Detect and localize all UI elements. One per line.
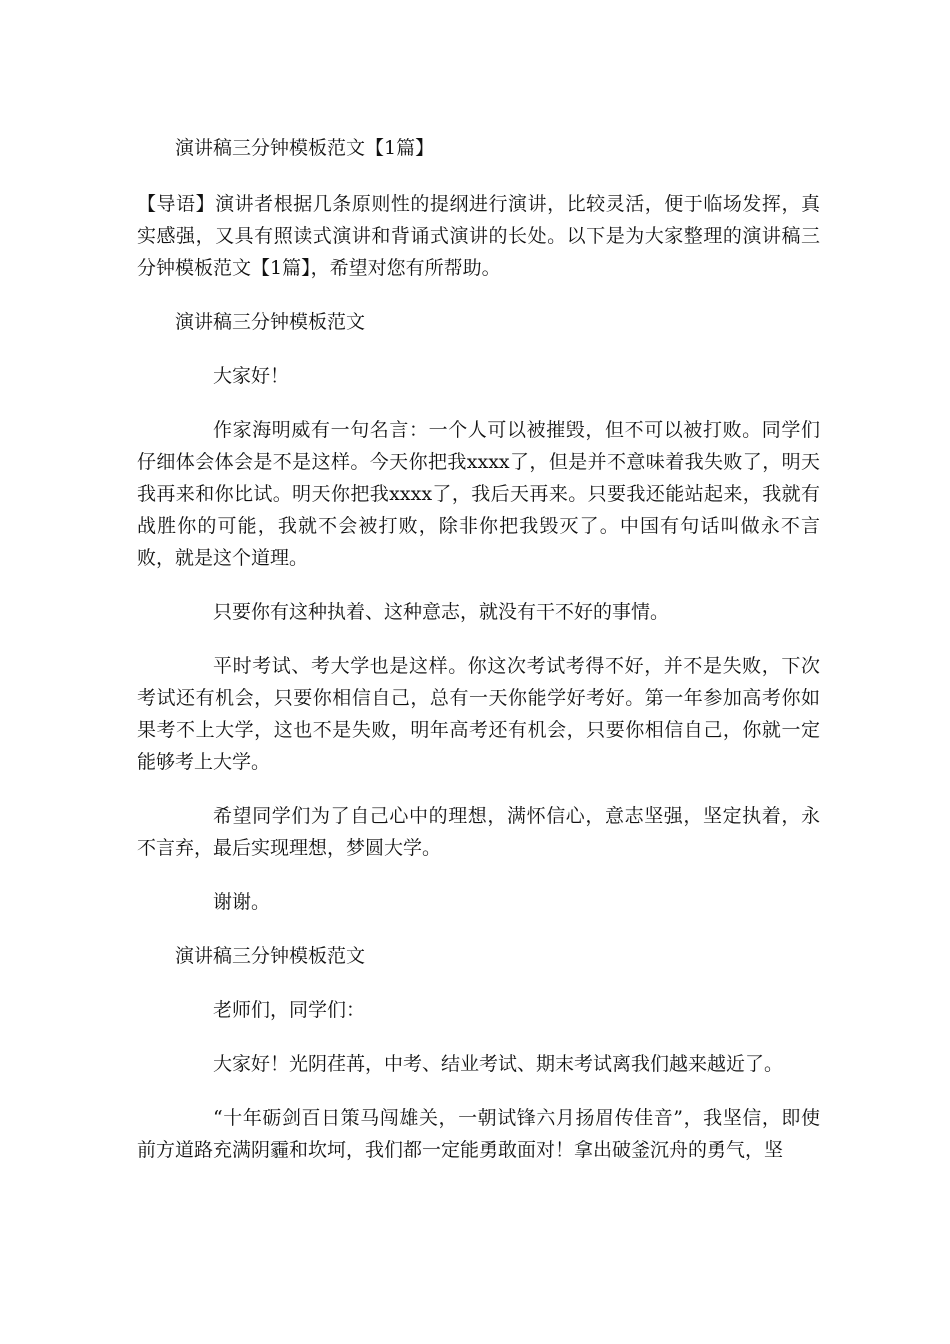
speech1-closing: 谢谢。 bbox=[213, 891, 271, 913]
intro-paragraph: 【导语】演讲者根据几条原则性的提纲进行演讲，比较灵活，便于临场发挥，真实感强，又具有照读式演讲和背诵式演讲的长处。以下是为大家整理的演讲稿三分钟模板范文【1篇】，希望对您有所帮助。 bbox=[137, 193, 820, 279]
speech1-heading: 演讲稿三分钟模板范文 bbox=[175, 311, 366, 333]
speech2-paragraph-1: “十年砺剑百日策马闯雄关，一朝试锋六月扬眉传佳音”，我坚信，即使前方道路充满阴霾和坎坷，我们都一定能勇敢面对！拿出破釜沉舟的勇气，坚 bbox=[137, 1107, 820, 1161]
speech1-greeting: 大家好！ bbox=[213, 365, 290, 387]
speech2-salutation: 老师们，同学们： bbox=[213, 999, 366, 1021]
speech1-paragraph-2: 只要你有这种执着、这种意志，就没有干不好的事情。 bbox=[213, 601, 670, 623]
speech2-greeting: 大家好！光阴荏苒，中考、结业考试、期末考试离我们越来越近了。 bbox=[213, 1053, 784, 1075]
speech1-paragraph-3: 平时考试、考大学也是这样。你这次考试考得不好，并不是失败，下次考试还有机会，只要你相信自己，总有一天你能学好考好。第一年参加高考你如果考不上大学，这也不是失败，明年高考还有机会，只要你相信自己，你就一定能够考上大学。 bbox=[137, 655, 820, 773]
speech2-heading: 演讲稿三分钟模板范文 bbox=[175, 945, 366, 967]
speech1-paragraph-4: 希望同学们为了自己心中的理想，满怀信心，意志坚强，坚定执着，永不言弃，最后实现理想，梦圆大学。 bbox=[137, 805, 820, 859]
document-title: 演讲稿三分钟模板范文【1篇】 bbox=[175, 137, 435, 159]
document-body bbox=[137, 188, 820, 1188]
speech1-paragraph-1: 作家海明威有一句名言：一个人可以被摧毁，但不可以被打败。同学们仔细体会体会是不是这样。今天你把我xxxx了，但是并不意味着我失败了，明天我再来和你比试。明天你把我xxxx了，我后天再来。只要我还能站起来，我就有战胜你的可能，我就不会被打败，除非你把我毁灭了。中国有句话叫做永不言败，就是这个道理。 bbox=[137, 419, 820, 569]
